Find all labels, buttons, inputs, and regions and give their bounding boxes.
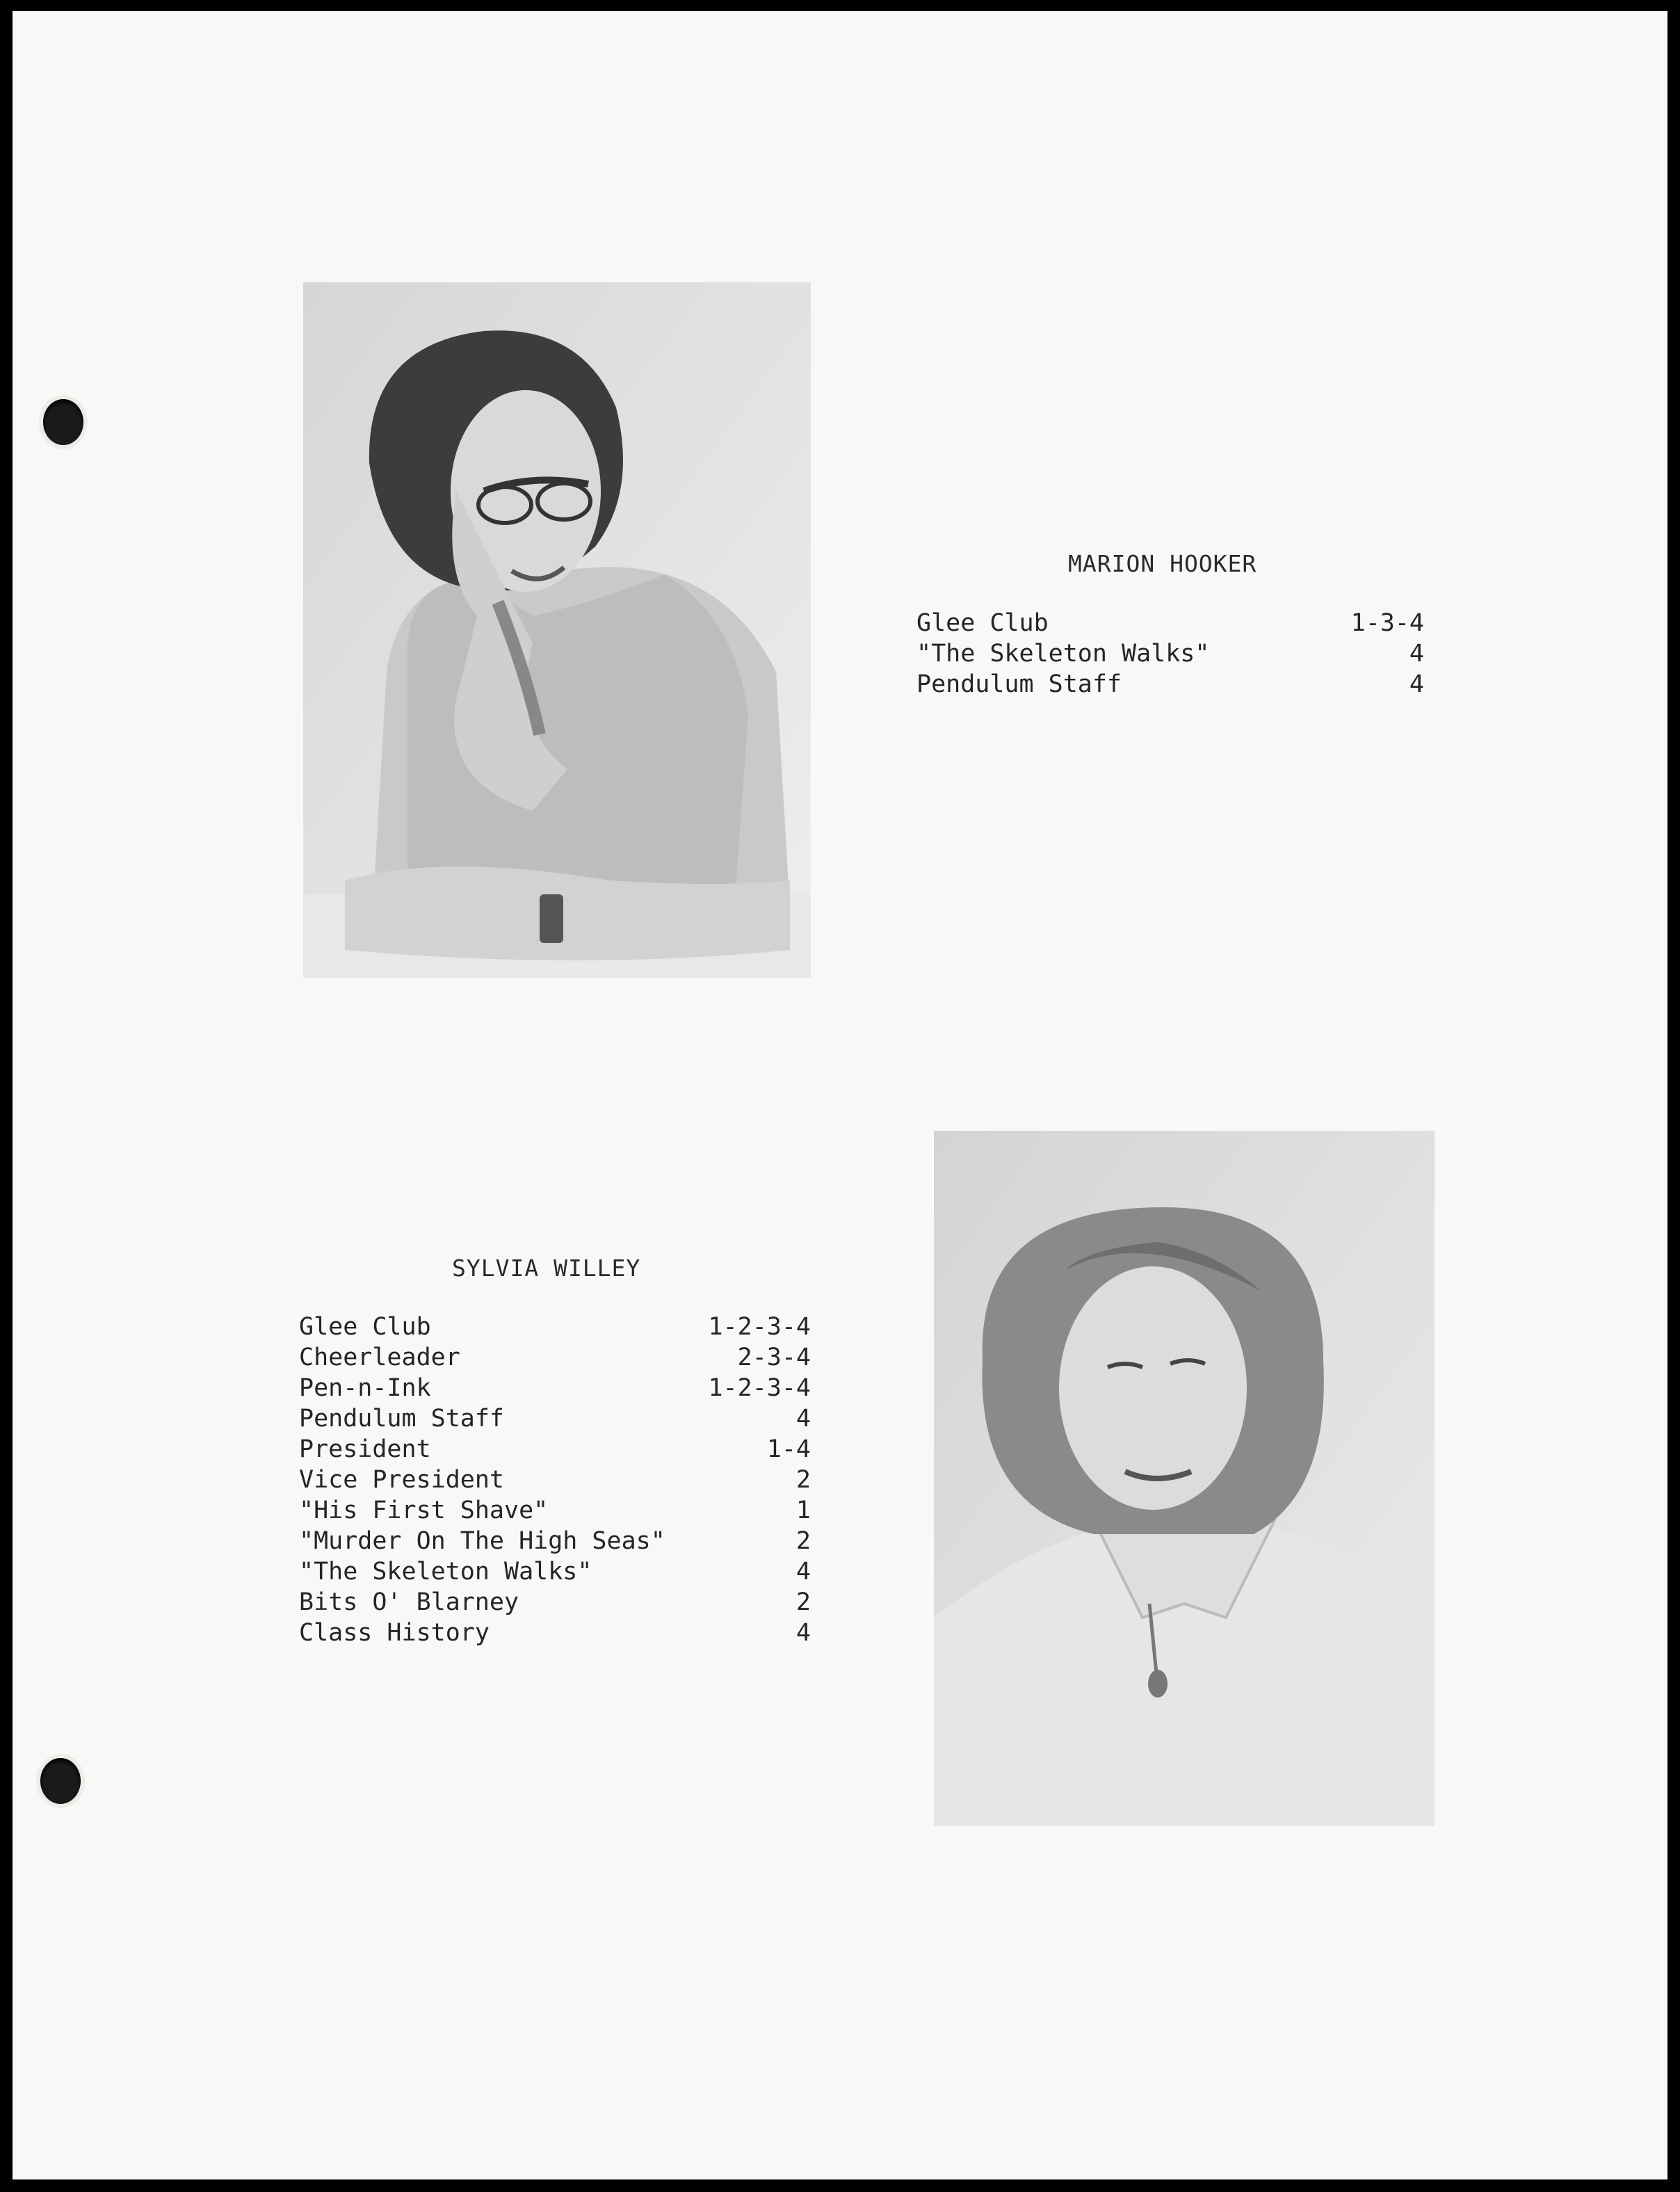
portrait-photo-sylvia-willey xyxy=(934,1131,1435,1826)
activity-name: Cheerleader xyxy=(299,1344,460,1371)
activity-name: Pendulum Staff xyxy=(299,1405,505,1433)
activity-name: "The Skeleton Walks" xyxy=(916,640,1210,668)
activity-row xyxy=(299,1344,811,1374)
activity-years: 2 xyxy=(795,1588,811,1616)
activity-name: Pendulum Staff xyxy=(916,670,1122,698)
activity-years: 1 xyxy=(795,1497,811,1524)
student-name-sylvia-willey: SYLVIA WILLEY xyxy=(452,1255,641,1282)
student-name-marion-hooker: MARION HOOKER xyxy=(1068,550,1257,577)
binder-hole-top xyxy=(43,399,83,445)
activity-row xyxy=(916,640,1424,670)
activity-name: Bits O' Blarney xyxy=(299,1588,519,1616)
activity-row xyxy=(299,1497,811,1527)
activity-row xyxy=(299,1619,811,1650)
yearbook-page xyxy=(13,11,1667,2179)
activity-name: Glee Club xyxy=(916,609,1049,637)
activity-name: "Murder On The High Seas" xyxy=(299,1527,665,1555)
activity-years: 1-2-3-4 xyxy=(708,1313,811,1341)
activity-name: Vice President xyxy=(299,1466,505,1494)
activity-years: 4 xyxy=(1409,670,1424,698)
activity-row xyxy=(299,1405,811,1435)
activity-row xyxy=(916,670,1424,701)
activity-years: 4 xyxy=(1409,640,1424,668)
portrait-photo-marion-hooker xyxy=(303,282,811,978)
activity-row xyxy=(299,1435,811,1466)
activity-years: 4 xyxy=(795,1619,811,1647)
activity-years: 2-3-4 xyxy=(737,1344,811,1371)
activity-list-marion-hooker xyxy=(916,609,1424,701)
activity-years: 2 xyxy=(795,1527,811,1555)
activity-row xyxy=(299,1558,811,1588)
activity-row xyxy=(299,1466,811,1497)
activity-name: Class History xyxy=(299,1619,490,1647)
activity-row xyxy=(299,1588,811,1619)
activity-row xyxy=(299,1374,811,1405)
activity-name: Pen-n-Ink xyxy=(299,1374,431,1402)
activity-years: 1-3-4 xyxy=(1350,609,1424,637)
activity-years: 1-4 xyxy=(766,1435,811,1463)
activity-years: 1-2-3-4 xyxy=(708,1374,811,1402)
activity-name: Glee Club xyxy=(299,1313,431,1341)
activity-row xyxy=(299,1527,811,1558)
activity-row xyxy=(916,609,1424,640)
activity-name: "The Skeleton Walks" xyxy=(299,1558,592,1586)
binder-hole-bottom xyxy=(40,1758,81,1804)
activity-name: President xyxy=(299,1435,431,1463)
activity-name: "His First Shave" xyxy=(299,1497,549,1524)
activity-years: 4 xyxy=(795,1558,811,1586)
activity-years: 2 xyxy=(795,1466,811,1494)
activity-years: 4 xyxy=(795,1405,811,1433)
activity-list-sylvia-willey xyxy=(299,1313,811,1650)
activity-row xyxy=(299,1313,811,1344)
